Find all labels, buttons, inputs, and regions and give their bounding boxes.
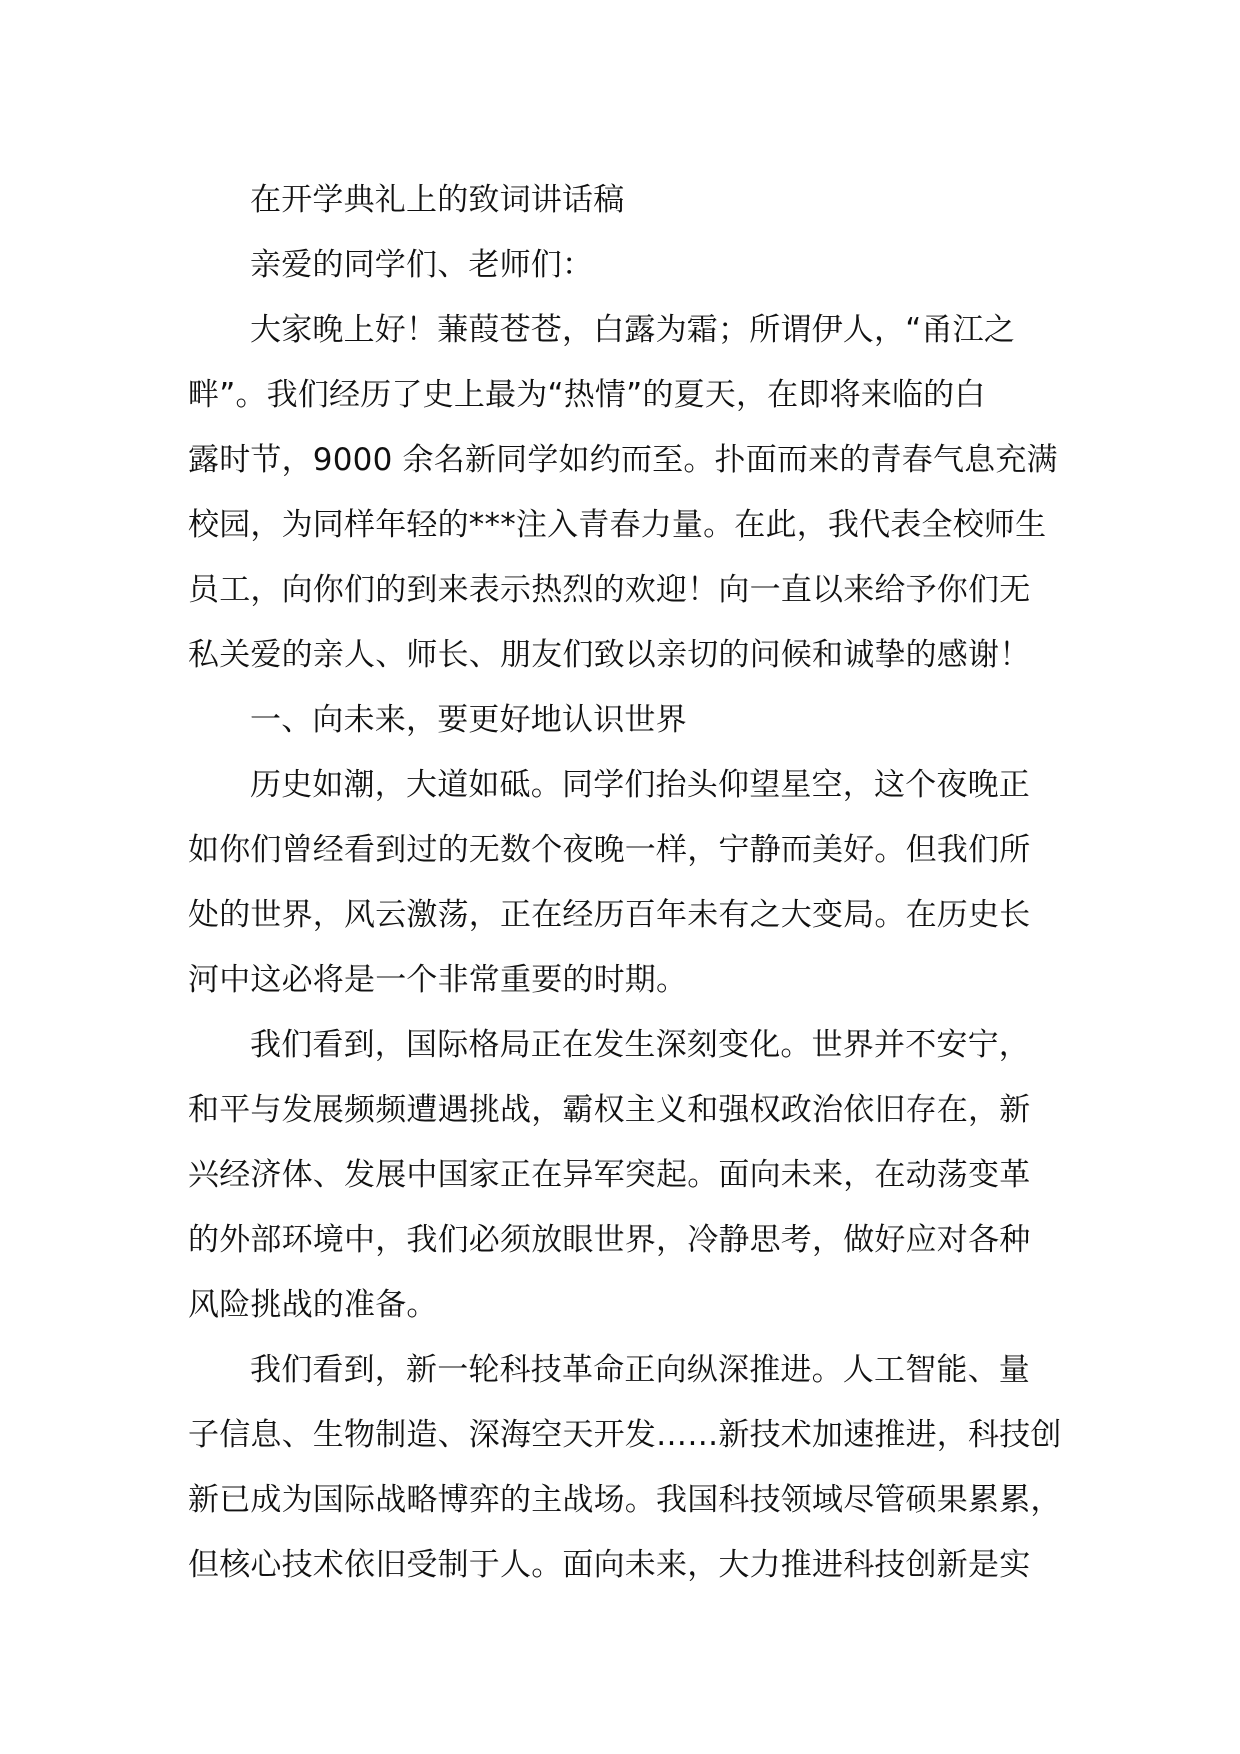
text-line: 员工，向你们的到来表示热烈的欢迎！向一直以来给予你们无 (188, 572, 1031, 608)
salutation: 亲爱的同学们、老师们： (250, 247, 594, 283)
text-line: 我们看到，新一轮科技革命正向纵深推进。人工智能、量 (250, 1352, 1030, 1388)
text-line: 大家晚上好！蒹葭苍苍，白露为霜；所谓伊人，“甬江之 (250, 312, 1016, 348)
section-heading: 一、向未来，要更好地认识世界 (250, 702, 687, 738)
text-line: 但核心技术依旧受制于人。面向未来，大力推进科技创新是实 (188, 1547, 1031, 1583)
text-line: 历史如潮，大道如砥。同学们抬头仰望星空，这个夜晚正 (250, 767, 1030, 803)
text-line: 校园，为同样年轻的***注入青春力量。在此，我代表全校师生 (188, 507, 1047, 543)
document-body (188, 168, 1068, 1598)
text-line: 风险挑战的准备。 (188, 1287, 438, 1323)
text-line: 私关爱的亲人、师长、朋友们致以亲切的问候和诚挚的感谢！ (188, 637, 1031, 673)
text-line: 的外部环境中，我们必须放眼世界，冷静思考，做好应对各种 (188, 1222, 1031, 1258)
document-title: 在开学典礼上的致词讲话稿 (250, 182, 625, 218)
text-line: 如你们曾经看到过的无数个夜晚一样，宁静而美好。但我们所 (188, 832, 1031, 868)
text-line: 和平与发展频频遭遇挑战，霸权主义和强权政治依旧存在，新 (188, 1092, 1031, 1128)
text-line: 露时节，9000 余名新同学如约而至。扑面而来的青春气息充满 (188, 442, 1058, 478)
text-line: 河中这必将是一个非常重要的时期。 (188, 962, 688, 998)
text-line: 处的世界，风云激荡，正在经历百年未有之大变局。在历史长 (188, 897, 1031, 933)
text-line: 兴经济体、发展中国家正在异军突起。面向未来，在动荡变革 (188, 1157, 1031, 1193)
text-line: 新已成为国际战略博弈的主战场。我国科技领域尽管硕果累累， (188, 1482, 1062, 1518)
text-line: 我们看到，国际格局正在发生深刻变化。世界并不安宁， (250, 1027, 1030, 1063)
text-line: 畔”。我们经历了史上最为“热情”的夏天，在即将来临的白 (188, 377, 986, 413)
text-line: 子信息、生物制造、深海空天开发……新技术加速推进，科技创 (188, 1417, 1062, 1453)
